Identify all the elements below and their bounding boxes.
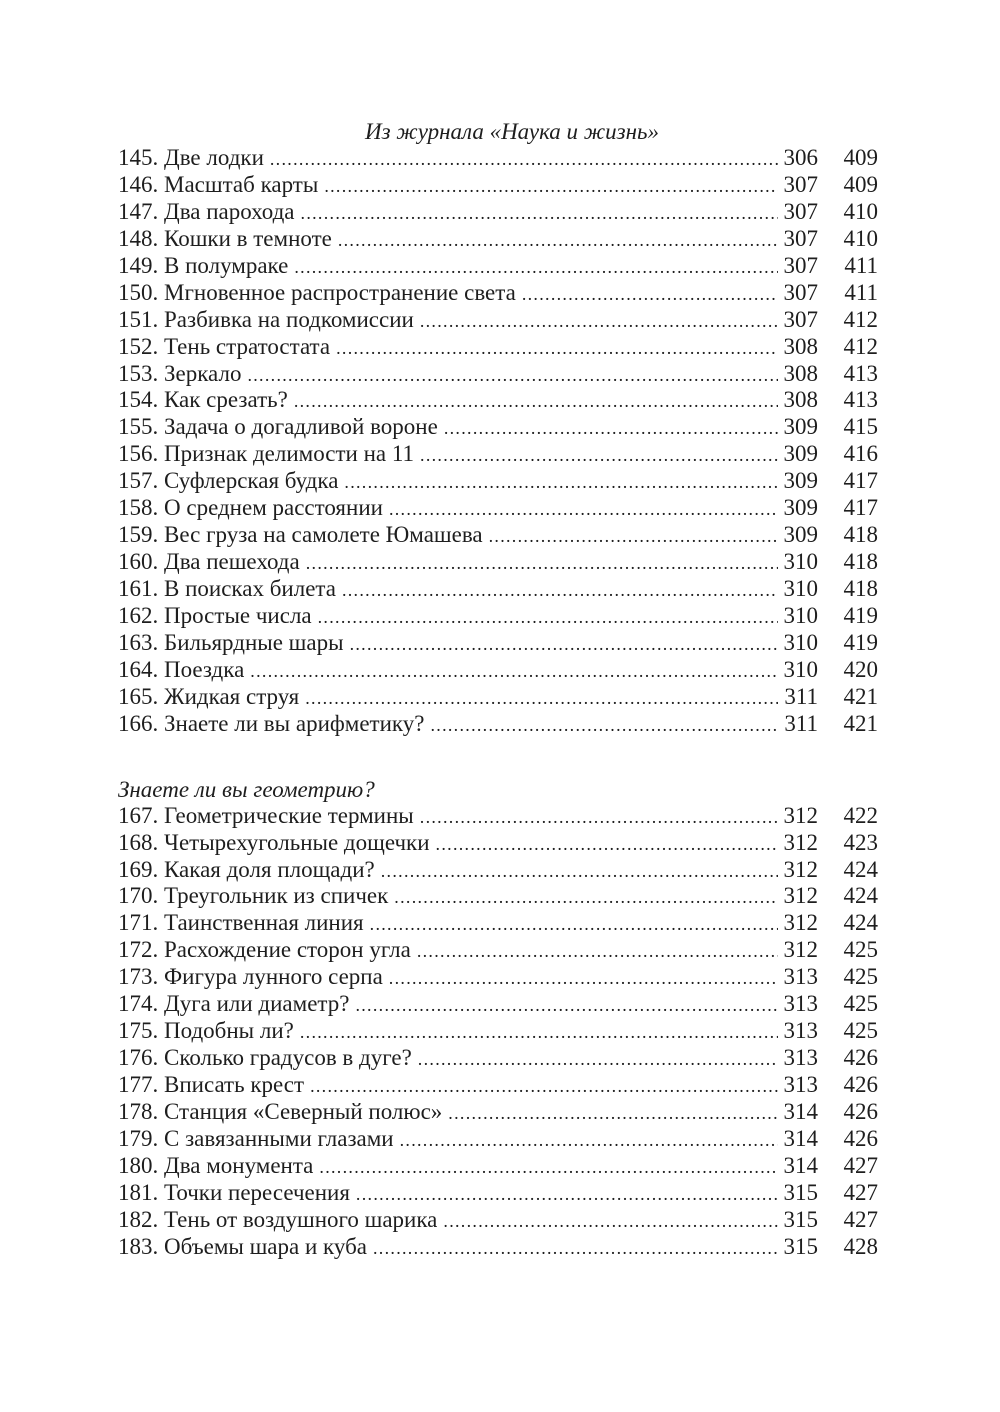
- toc-entry-page-answer: 418: [843, 576, 878, 601]
- toc-entry: [118, 1153, 878, 1180]
- toc-entry-title: 165. Жидкая струя: [118, 683, 300, 709]
- toc-entry-page-problem: 310: [783, 602, 818, 628]
- toc-entry-page-answer: 422: [843, 802, 878, 828]
- toc-entry-title: 152. Тень стратостата: [118, 333, 331, 359]
- toc-entry: [118, 1207, 878, 1234]
- toc-entry-title: 178. Станция «Северный полюс»: [118, 1098, 443, 1124]
- toc-entry-title: 164. Поездка: [118, 656, 245, 682]
- toc-entry-page-problem: 313: [783, 1072, 818, 1097]
- dot-leader: [288, 254, 778, 281]
- toc-entry-title: 153. Зеркало: [118, 360, 242, 386]
- section-title: Знаете ли вы геометрию?: [118, 776, 375, 802]
- toc-entry-page-problem: 309: [783, 495, 818, 521]
- dot-leader: [411, 938, 778, 965]
- toc-entry-page-answer: 425: [843, 964, 878, 990]
- toc-entry-page-answer: 409: [843, 171, 878, 197]
- dot-leader: [349, 992, 778, 1019]
- toc-entry-title: 179. С завязанными глазами: [118, 1125, 394, 1151]
- dot-leader: [388, 884, 778, 911]
- toc-entry-page-problem: 309: [783, 414, 818, 440]
- toc-entry-page-answer: 412: [843, 333, 878, 359]
- toc-entry-page-answer: 417: [843, 495, 878, 521]
- toc-entry-page-problem: 307: [783, 252, 818, 278]
- dot-leader: [367, 1235, 778, 1262]
- dot-leader: [300, 550, 778, 577]
- toc-entry: [118, 361, 878, 388]
- toc-entry: [118, 830, 878, 857]
- toc-entry-page-answer: 424: [843, 910, 878, 936]
- toc-entry-page-problem: 307: [783, 306, 818, 332]
- toc-entry-page-answer: 426: [843, 1098, 878, 1124]
- toc-entry: [118, 711, 878, 738]
- toc-entry-page-problem: 310: [783, 576, 818, 601]
- toc-entry-title: 170. Треугольник из спичек: [118, 883, 389, 909]
- toc-entry: [118, 1099, 878, 1126]
- toc-entry-page-problem: 312: [783, 910, 818, 936]
- toc-entry-title: 159. Вес груза на самолете Юмашева: [118, 522, 483, 548]
- toc-entry: [118, 964, 878, 991]
- toc-entry-title: 161. В поисках билета: [118, 576, 336, 601]
- dot-leader: [313, 1154, 778, 1181]
- toc-entry-title: 166. Знаете ли вы арифметику?: [118, 710, 425, 736]
- dot-leader: [483, 523, 778, 550]
- toc-entry-page-problem: 310: [783, 549, 818, 575]
- toc-entry-title: 180. Два монумента: [118, 1152, 314, 1178]
- toc-entry-title: 163. Бильярдные шары: [118, 629, 344, 655]
- toc-entry: [118, 1234, 878, 1261]
- toc-entry: [118, 387, 878, 414]
- toc-entry: [118, 280, 878, 307]
- toc-entry-title: 150. Мгновенное распространение света: [118, 279, 516, 305]
- dot-leader: [318, 173, 778, 200]
- toc-entry: [118, 883, 878, 910]
- toc-entry-page-answer: 418: [843, 549, 878, 575]
- dot-leader: [516, 281, 778, 308]
- dot-leader: [338, 469, 778, 496]
- toc-entry-page-answer: 428: [843, 1233, 878, 1259]
- toc-entry-title: 148. Кошки в темноте: [118, 225, 332, 251]
- dot-leader: [364, 911, 778, 938]
- toc-entry-page-answer: 409: [843, 145, 878, 170]
- dot-leader: [288, 388, 778, 415]
- toc-entry-page-answer: 425: [843, 991, 878, 1017]
- toc-entry-page-answer: 419: [843, 602, 878, 628]
- toc-entry-page-problem: 312: [783, 802, 818, 828]
- dot-leader: [336, 577, 778, 604]
- toc-entry-page-answer: 413: [843, 387, 878, 413]
- toc-entry: [118, 937, 878, 964]
- toc-entry-page-answer: 411: [844, 279, 878, 305]
- toc-entry-page-problem: 313: [783, 991, 818, 1017]
- toc-entry-page-answer: 426: [843, 1045, 878, 1071]
- dot-leader: [330, 335, 778, 362]
- toc-entry-page-problem: 307: [783, 225, 818, 251]
- toc-entry-page-problem: 314: [783, 1152, 818, 1178]
- dot-leader: [375, 858, 778, 885]
- toc-list-arithmetic: [118, 145, 878, 738]
- toc-entry-page-problem: 307: [783, 171, 818, 197]
- toc-entry: [118, 468, 878, 495]
- dot-leader: [442, 1100, 778, 1127]
- toc-entry-page-answer: 410: [843, 225, 878, 251]
- toc-entry-page-answer: 424: [843, 883, 878, 909]
- toc-entry-page-problem: 313: [783, 1045, 818, 1071]
- toc-entry: [118, 1018, 878, 1045]
- toc-entry-page-problem: 312: [783, 856, 818, 882]
- toc-entry: [118, 991, 878, 1018]
- dot-leader: [299, 685, 778, 712]
- toc-entry-page-answer: 423: [843, 829, 878, 855]
- toc-entry-title: 175. Подобны ли?: [118, 1018, 294, 1044]
- toc-entry: [118, 657, 878, 684]
- toc-entry: [118, 1126, 878, 1153]
- dot-leader: [414, 442, 778, 469]
- toc-entry-page-problem: 315: [783, 1233, 818, 1259]
- dot-leader: [350, 1181, 778, 1208]
- toc-entry: [118, 199, 878, 226]
- toc-entry-page-answer: 424: [843, 856, 878, 882]
- toc-entry-page-answer: 413: [843, 360, 878, 386]
- toc-entry-page-answer: 420: [843, 656, 878, 682]
- toc-entry-title: 167. Геометрические термины: [118, 802, 414, 828]
- toc-entry-page-answer: 425: [843, 1018, 878, 1044]
- toc-entry-page-answer: 410: [843, 198, 878, 224]
- dot-leader: [312, 604, 778, 631]
- toc-entry-page-answer: 425: [843, 937, 878, 963]
- dot-leader: [241, 362, 778, 389]
- toc-entry-page-answer: 412: [843, 306, 878, 332]
- toc-entry-title: 181. Точки пересечения: [118, 1179, 350, 1205]
- toc-entry-page-problem: 311: [784, 710, 818, 736]
- toc-entry-page-answer: 427: [843, 1206, 878, 1232]
- toc-entry: [118, 684, 878, 711]
- dot-leader: [437, 1208, 778, 1235]
- toc-entry-page-answer: 421: [843, 683, 878, 709]
- toc-entry: [118, 576, 878, 603]
- toc-entry-title: 157. Суфлерская будка: [118, 468, 339, 494]
- toc-entry-page-problem: 308: [783, 360, 818, 386]
- toc-entry: [118, 630, 878, 657]
- toc-entry-page-problem: 314: [783, 1125, 818, 1151]
- dot-leader: [383, 965, 778, 992]
- toc-entry-title: 149. В полумраке: [118, 252, 289, 278]
- toc-entry-title: 174. Дуга или диаметр?: [118, 991, 350, 1017]
- toc-entry-page-problem: 309: [783, 522, 818, 548]
- dot-leader: [294, 1019, 778, 1046]
- dot-leader: [264, 146, 778, 173]
- toc-entry-page-problem: 308: [783, 333, 818, 359]
- dot-leader: [438, 415, 778, 442]
- section-spacer: [118, 738, 878, 776]
- toc-entry: [118, 803, 878, 830]
- toc-entry-title: 183. Объемы шара и куба: [118, 1233, 367, 1259]
- toc-entry: [118, 414, 878, 441]
- toc-entry-title: 177. Вписать крест: [118, 1072, 305, 1097]
- toc-entry-page-problem: 309: [783, 441, 818, 467]
- toc-entry: [118, 1180, 878, 1207]
- toc-entry-title: 154. Как срезать?: [118, 387, 288, 413]
- toc-entry-title: 155. Задача о догадливой вороне: [118, 414, 438, 440]
- toc-entry: [118, 603, 878, 630]
- toc-entry-title: 158. О среднем расстоянии: [118, 495, 383, 521]
- toc-entry: [118, 226, 878, 253]
- toc-entry: [118, 1072, 878, 1099]
- toc-entry-page-answer: 427: [843, 1152, 878, 1178]
- toc-entry-page-answer: 415: [843, 414, 878, 440]
- toc-entry-page-answer: 421: [843, 710, 878, 736]
- toc-entry: [118, 307, 878, 334]
- toc-entry-page-answer: 417: [843, 468, 878, 494]
- toc-entry: [118, 1045, 878, 1072]
- toc-entry-page-problem: 312: [783, 829, 818, 855]
- toc-entry: [118, 910, 878, 937]
- toc-entry: [118, 549, 878, 576]
- toc-entry-page-answer: 418: [843, 522, 878, 548]
- toc-entry-title: 182. Тень от воздушного шарика: [118, 1206, 438, 1232]
- toc-entry-page-problem: 309: [783, 468, 818, 494]
- toc-entry-title: 172. Расхождение сторон угла: [118, 937, 411, 963]
- dot-leader: [332, 227, 778, 254]
- dot-leader: [394, 1127, 778, 1154]
- dot-leader: [295, 200, 778, 227]
- toc-entry-page-answer: 411: [844, 252, 878, 278]
- toc-entry-page-answer: 426: [843, 1125, 878, 1151]
- dot-leader: [244, 658, 778, 685]
- dot-leader: [304, 1073, 778, 1100]
- toc-entry: [118, 522, 878, 549]
- running-head: Из журнала «Наука и жизнь»: [364, 119, 660, 144]
- toc-entry-title: 145. Две лодки: [118, 145, 264, 170]
- toc-entry-page-problem: 306: [783, 145, 818, 170]
- toc-page: [118, 118, 878, 1261]
- toc-entry: [118, 334, 878, 361]
- toc-entry-title: 171. Таинственная линия: [118, 910, 364, 936]
- toc-entry-page-problem: 307: [783, 279, 818, 305]
- toc-entry-title: 169. Какая доля площади?: [118, 856, 375, 882]
- dot-leader: [414, 804, 778, 831]
- toc-entry-title: 173. Фигура лунного серпа: [118, 964, 383, 990]
- toc-entry: [118, 172, 878, 199]
- toc-entry-page-problem: 313: [783, 964, 818, 990]
- toc-entry-page-problem: 310: [783, 656, 818, 682]
- dot-leader: [344, 631, 778, 658]
- toc-entry-title: 146. Масштаб карты: [118, 171, 319, 197]
- toc-entry: [118, 441, 878, 468]
- dot-leader: [414, 308, 778, 335]
- toc-entry-title: 151. Разбивка на подкомиссии: [118, 306, 414, 332]
- dot-leader: [383, 496, 778, 523]
- toc-entry-page-answer: 416: [843, 441, 878, 467]
- toc-entry-page-problem: 311: [784, 683, 818, 709]
- toc-list-geometry: [118, 803, 878, 1261]
- dot-leader: [412, 1046, 778, 1073]
- dot-leader: [424, 712, 778, 739]
- toc-entry-page-problem: 307: [783, 198, 818, 224]
- toc-entry-page-answer: 427: [843, 1179, 878, 1205]
- toc-entry: [118, 145, 878, 172]
- toc-entry-title: 160. Два пешехода: [118, 549, 300, 575]
- toc-entry-page-problem: 312: [783, 883, 818, 909]
- toc-entry-title: 168. Четырехугольные дощечки: [118, 829, 430, 855]
- toc-entry-page-problem: 314: [783, 1098, 818, 1124]
- toc-entry-title: 156. Признак делимости на 11: [118, 441, 415, 467]
- toc-entry-page-problem: 312: [783, 937, 818, 963]
- toc-entry-page-problem: 315: [783, 1206, 818, 1232]
- toc-entry-page-problem: 315: [783, 1179, 818, 1205]
- toc-entry-title: 176. Сколько градусов в дуге?: [118, 1045, 412, 1071]
- toc-entry-title: 147. Два парохода: [118, 198, 295, 224]
- toc-entry-page-answer: 426: [843, 1072, 878, 1097]
- toc-entry-title: 162. Простые числа: [118, 602, 312, 628]
- toc-entry-page-problem: 313: [783, 1018, 818, 1044]
- toc-entry: [118, 253, 878, 280]
- toc-entry-page-answer: 419: [843, 629, 878, 655]
- dot-leader: [430, 831, 778, 858]
- toc-entry: [118, 495, 878, 522]
- toc-entry: [118, 857, 878, 884]
- toc-entry-page-problem: 310: [783, 629, 818, 655]
- toc-entry-page-problem: 308: [783, 387, 818, 413]
